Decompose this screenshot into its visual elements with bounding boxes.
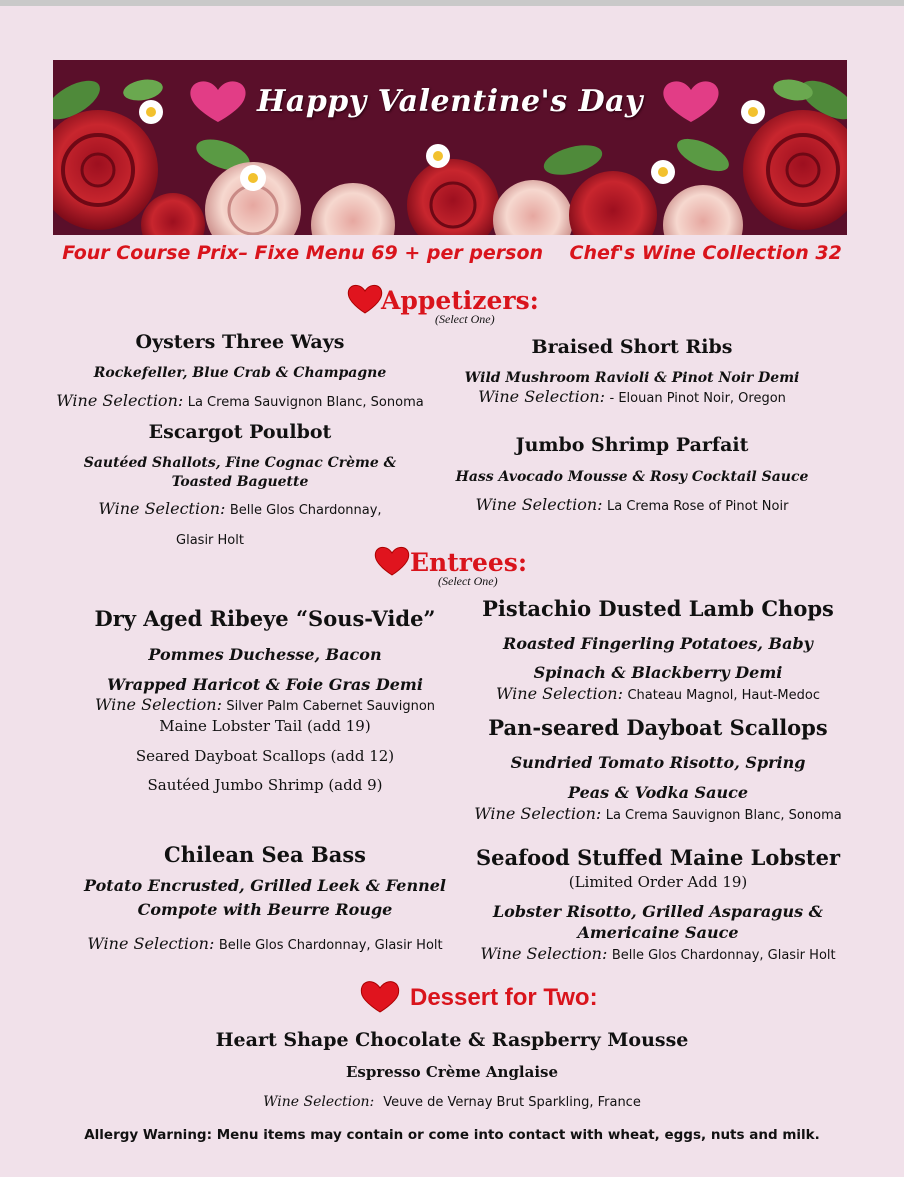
dessert-desc: Espresso Crème Anglaise: [345, 1063, 559, 1081]
scallops-wine: [448, 804, 868, 823]
wine-label: Wine Selection:: [478, 387, 606, 406]
short-ribs-desc: Wild Mushroom Ravioli & Pinot Noir Demi: [464, 370, 800, 386]
lobster-wine: [448, 944, 868, 963]
escargot-wine: [40, 499, 440, 518]
sea-bass-wine: [45, 934, 485, 953]
oysters-wine: [40, 391, 440, 410]
escargot-desc-2: Toasted Baguette: [171, 474, 309, 490]
escargot-desc-1: Sautéed Shallots, Fine Cognac Crème &: [83, 455, 397, 471]
dessert-name: Heart Shape Chocolate & Raspberry Mousse: [215, 1029, 689, 1051]
sea-bass-name: Chilean Sea Bass: [164, 842, 366, 867]
wine-label: Wine Selection:: [56, 391, 184, 410]
wine-label: Wine Selection:: [263, 1094, 375, 1110]
wine-label: Wine Selection:: [495, 684, 623, 703]
scallops-desc-1: Sundried Tomato Risotto, Spring: [510, 753, 806, 772]
wine-value: La Crema Sauvignon Blanc, Sonoma: [605, 808, 842, 823]
shrimp-parfait-name: Jumbo Shrimp Parfait: [515, 434, 749, 456]
entrees-select-note: (Select One): [438, 574, 498, 588]
entrees-title: Entrees:: [410, 548, 528, 577]
heart-icon: [358, 978, 402, 1014]
dessert-title: Dessert for Two:: [410, 984, 598, 1011]
addon-shrimp: Sautéed Jumbo Shrimp (add 9): [147, 776, 383, 794]
addon-lobster-tail: Maine Lobster Tail (add 19): [159, 717, 371, 735]
heart-icon: [372, 544, 412, 578]
escargot-name: Escargot Poulbot: [148, 421, 332, 443]
menu-subtitle: Four Course Prix– Fixe Menu 69 + per person Chef's Wine Collection 32: [62, 242, 842, 264]
appetizers-heading: [345, 282, 565, 326]
wine-value: Silver Palm Cabernet Sauvignon: [226, 699, 436, 714]
appetizers-select-note: (Select One): [435, 312, 495, 326]
wine-value: Belle Glos Chardonnay, Glasir Holt: [611, 948, 836, 963]
lamb-chops-name: Pistachio Dusted Lamb Chops: [482, 596, 834, 621]
ribeye-name: Dry Aged Ribeye “Sous-Vide”: [94, 606, 436, 631]
appetizers-title: Appetizers:: [381, 286, 539, 315]
wine-label: Wine Selection:: [474, 804, 602, 823]
wine-value: La Crema Sauvignon Blanc, Sonoma: [187, 395, 424, 410]
heart-icon: [345, 282, 385, 316]
short-ribs-name: Braised Short Ribs: [531, 336, 733, 358]
lamb-chops-desc-1: Roasted Fingerling Potatoes, Baby: [503, 634, 813, 653]
ribeye-wine: [45, 695, 485, 714]
wine-label: Wine Selection:: [480, 944, 608, 963]
wine-value: Veuve de Vernay Brut Sparkling, France: [383, 1095, 641, 1110]
oysters-desc: Rockefeller, Blue Crab & Champagne: [93, 365, 387, 381]
top-border: [0, 0, 904, 6]
scallops-name: Pan-seared Dayboat Scallops: [488, 715, 828, 740]
wine-value: Belle Glos Chardonnay, Glasir Holt: [218, 938, 443, 953]
lobster-desc-1: Lobster Risotto, Grilled Asparagus &: [492, 902, 824, 921]
allergy-warning: Allergy Warning: Menu items may contain or come into contact with wheat, eggs, nuts and milk.: [84, 1127, 820, 1143]
wine-label: Wine Selection:: [98, 499, 226, 518]
dessert-wine: [0, 1094, 904, 1110]
wine-value: Belle Glos Chardonnay,: [229, 503, 382, 518]
addon-scallops: Seared Dayboat Scallops (add 12): [135, 747, 395, 765]
short-ribs-wine: [432, 387, 832, 406]
valentines-banner: [53, 60, 847, 235]
wine-value: Chateau Magnol, Haut-Medoc: [627, 688, 820, 703]
dessert-heading: [358, 978, 598, 1022]
sea-bass-desc-1: Potato Encrusted, Grilled Leek & Fennel: [84, 876, 446, 895]
banner-title: Happy Valentine's Day: [257, 84, 643, 119]
lamb-chops-desc-2: Spinach & Blackberry Demi: [533, 663, 783, 682]
sea-bass-desc-2: Compote with Beurre Rouge: [137, 900, 393, 919]
shrimp-parfait-wine: [432, 495, 832, 514]
wine-label: Wine Selection:: [94, 695, 222, 714]
wine-label: Wine Selection:: [475, 495, 603, 514]
escargot-wine-2: [150, 532, 270, 548]
scallops-desc-2: Peas & Vodka Sauce: [567, 783, 749, 802]
ribeye-desc-1: Pommes Duchesse, Bacon: [148, 645, 382, 664]
ribeye-desc-2: Wrapped Haricot & Foie Gras Demi: [107, 675, 423, 694]
shrimp-parfait-desc: Hass Avocado Mousse & Rosy Cocktail Sauce: [455, 469, 809, 485]
lobster-name: Seafood Stuffed Maine Lobster: [475, 845, 841, 870]
wine-value: La Crema Rose of Pinot Noir: [607, 499, 789, 514]
wine-value: Glasir Holt: [176, 533, 244, 548]
lamb-chops-wine: [448, 684, 868, 703]
lobster-desc-2: Americaine Sauce: [577, 923, 739, 942]
lobster-note: (Limited Order Add 19): [568, 873, 748, 891]
wine-label: Wine Selection:: [87, 934, 215, 953]
wine-value: - Elouan Pinot Noir, Oregon: [609, 391, 786, 406]
entrees-heading: [372, 544, 572, 588]
oysters-name: Oysters Three Ways: [135, 331, 345, 353]
